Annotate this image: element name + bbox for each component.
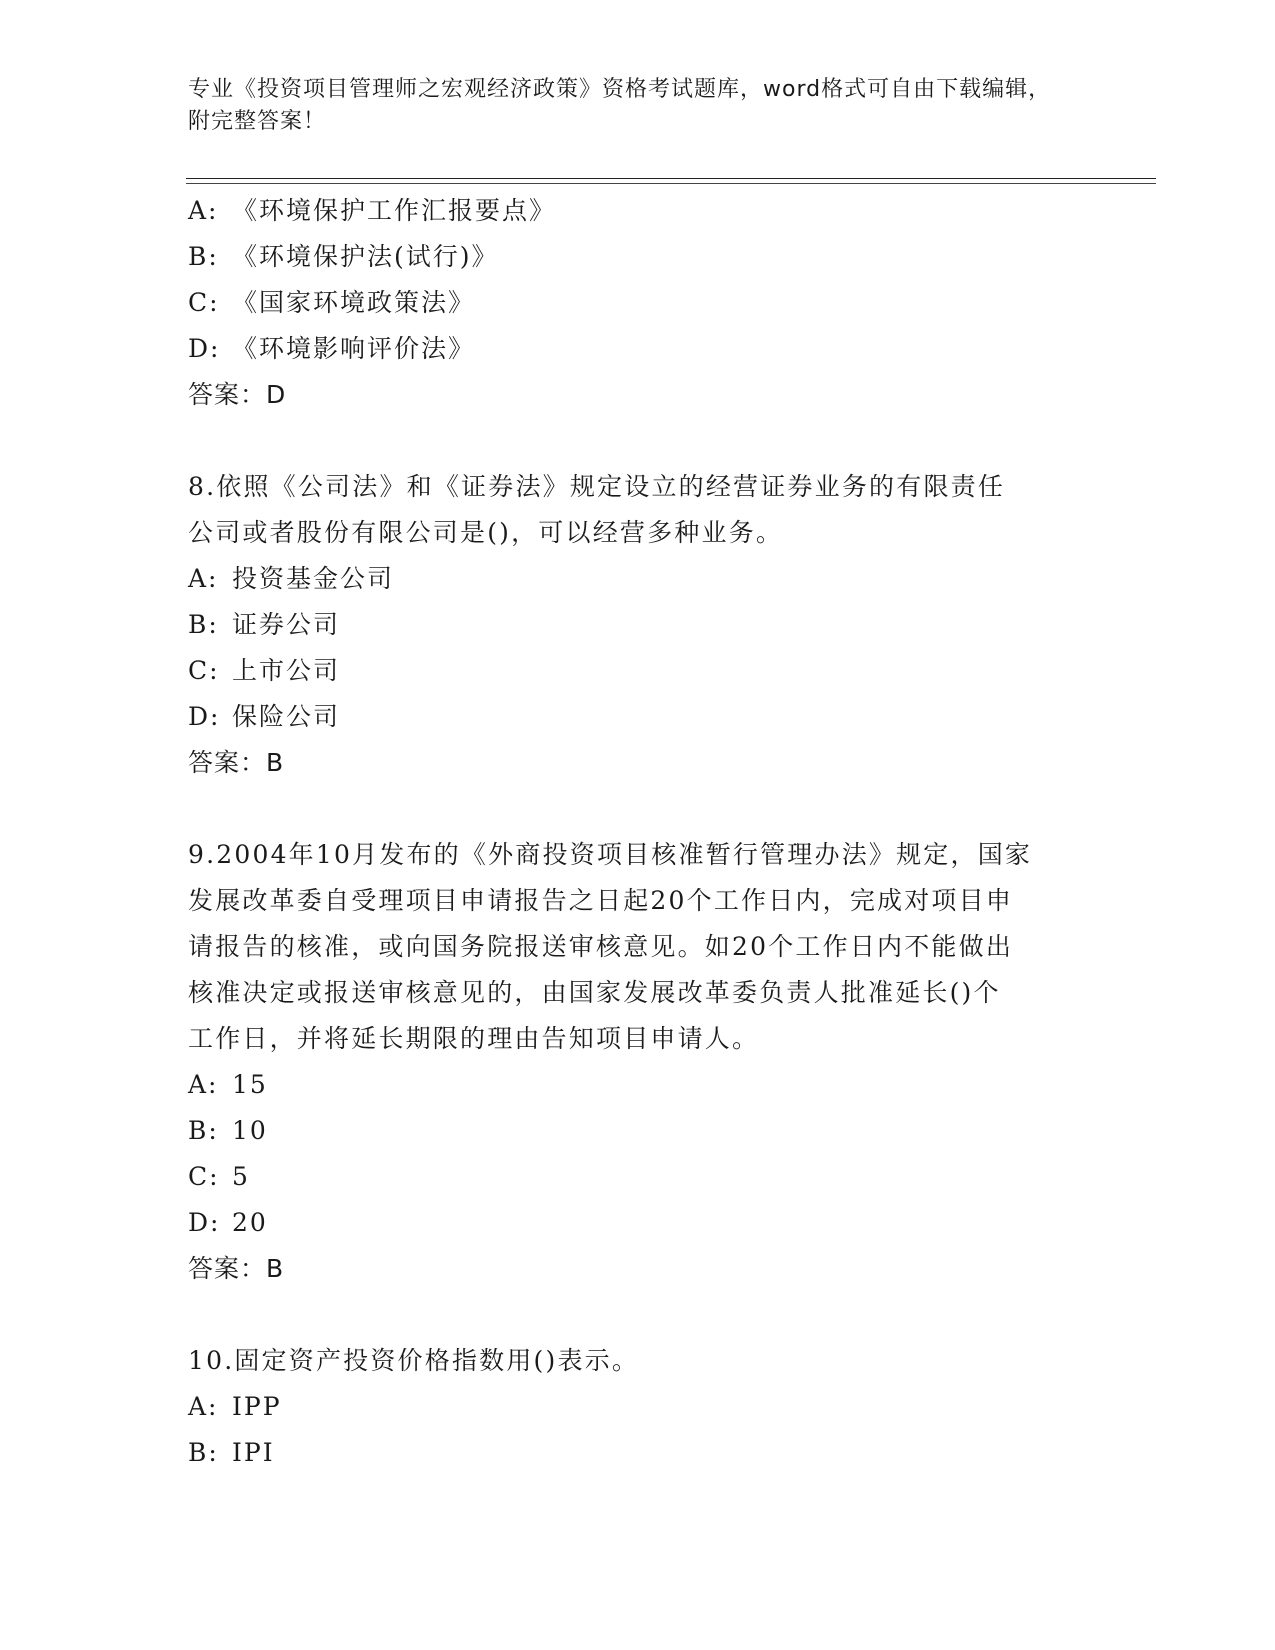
option-key: B: <box>188 610 219 639</box>
answer-option <box>188 1384 1088 1430</box>
answer-option <box>188 1154 1088 1200</box>
block-spacer <box>188 418 1088 464</box>
answer-line: 答案：D <box>188 380 287 409</box>
header-divider-secondary <box>186 183 1156 184</box>
option-text: 投资基金公司 <box>232 564 395 593</box>
block-spacer <box>188 786 1088 832</box>
question-block <box>188 418 1088 786</box>
answer-option <box>188 694 1088 740</box>
option-text: 20 <box>232 1208 268 1237</box>
answer-option <box>188 234 1088 280</box>
answer-line: 答案：B <box>188 1254 285 1283</box>
option-key: C: <box>188 1162 220 1191</box>
question-text-line: 发展改革委自受理项目申请报告之日起20个工作日内，完成对项目申 <box>188 886 1014 915</box>
question-text-line: 公司或者股份有限公司是()，可以经营多种业务。 <box>188 518 784 547</box>
option-text: 《环境影响评价法》 <box>232 334 476 363</box>
option-text: 上市公司 <box>232 656 341 685</box>
header-divider <box>186 178 1156 179</box>
option-key: A: <box>188 564 219 593</box>
answer-option <box>188 188 1088 234</box>
question-list <box>188 188 1088 1476</box>
option-key: A: <box>188 1392 219 1421</box>
option-text: 《国家环境政策法》 <box>232 288 476 317</box>
answer-option <box>188 326 1088 372</box>
block-spacer <box>188 1292 1088 1338</box>
question-block <box>188 188 1088 418</box>
answer-line: 答案：B <box>188 748 285 777</box>
option-text: 保险公司 <box>232 702 341 731</box>
question-text-line: 8.依照《公司法》和《证券法》规定设立的经营证券业务的有限责任 <box>188 472 1006 501</box>
option-key: D: <box>188 702 221 731</box>
option-key: A: <box>188 1070 219 1099</box>
option-key: B: <box>188 1116 219 1145</box>
option-text: 15 <box>232 1070 268 1099</box>
option-key: C: <box>188 288 220 317</box>
answer-option <box>188 1430 1088 1476</box>
option-key: D: <box>188 1208 221 1237</box>
answer-option <box>188 648 1088 694</box>
document-header: 专业《投资项目管理师之宏观经济政策》资格考试题库，word格式可自由下载编辑，附完整答案！ <box>188 77 1052 134</box>
option-text: 《环境保护法(试行)》 <box>232 242 499 271</box>
question-text-line: 核准决定或报送审核意见的，由国家发展改革委负责人批准延长()个 <box>188 978 1001 1007</box>
option-key: B: <box>188 242 219 271</box>
question-block <box>188 786 1088 1292</box>
answer-option <box>188 280 1088 326</box>
option-key: B: <box>188 1438 219 1467</box>
option-text: IPI <box>232 1438 275 1467</box>
option-text: 10 <box>232 1116 268 1145</box>
option-text: 《环境保护工作汇报要点》 <box>232 196 557 225</box>
answer-option <box>188 1200 1088 1246</box>
option-key: C: <box>188 656 220 685</box>
question-text-line: 工作日，并将延长期限的理由告知项目申请人。 <box>188 1024 760 1053</box>
option-key: A: <box>188 196 219 225</box>
answer-option <box>188 1062 1088 1108</box>
answer-option <box>188 556 1088 602</box>
option-text: 5 <box>232 1162 250 1191</box>
question-text-line: 10.固定资产投资价格指数用()表示。 <box>188 1346 640 1375</box>
question-text-line: 9.2004年10月发布的《外商投资项目核准暂行管理办法》规定，国家 <box>188 840 1033 869</box>
answer-option <box>188 602 1088 648</box>
question-text-line: 请报告的核准，或向国务院报送审核意见。如20个工作日内不能做出 <box>188 932 1014 961</box>
option-text: 证券公司 <box>232 610 341 639</box>
answer-option <box>188 1108 1088 1154</box>
option-key: D: <box>188 334 221 363</box>
option-text: IPP <box>232 1392 282 1421</box>
question-block <box>188 1292 1088 1476</box>
